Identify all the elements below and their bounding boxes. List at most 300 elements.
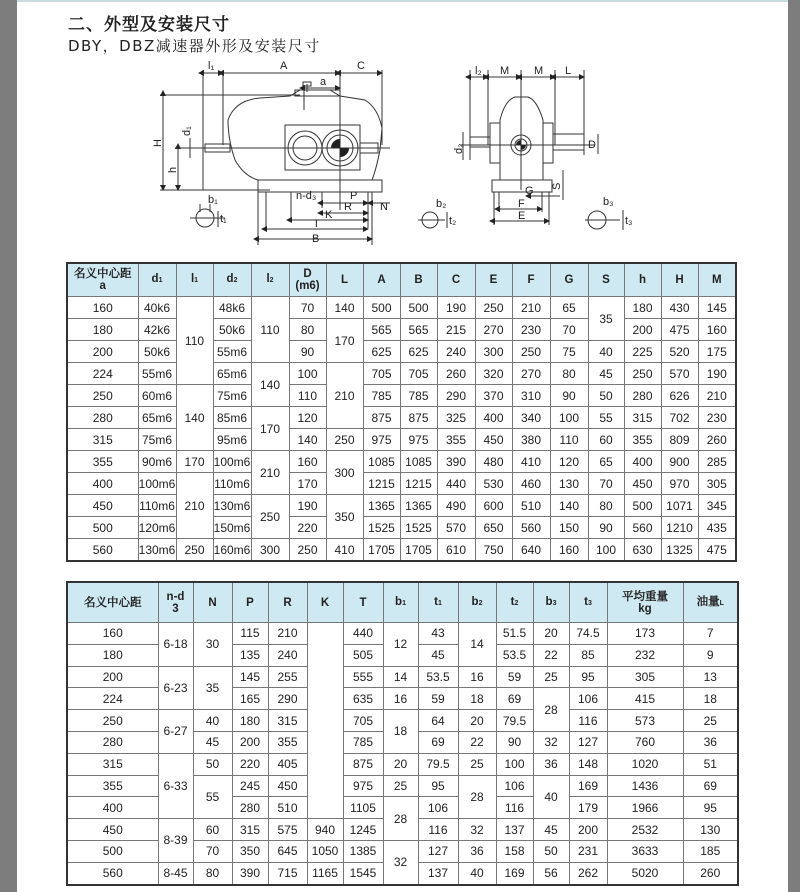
- column-header-label: D: [303, 268, 312, 280]
- table-row: [67, 495, 736, 517]
- cell-G: 70: [550, 319, 588, 341]
- cell-kg: 5020: [607, 862, 683, 884]
- column-header-sublabel: kg: [638, 602, 652, 615]
- cell-a: 500: [67, 517, 138, 539]
- cell-b3: 45: [533, 819, 569, 841]
- cell-M: 160: [698, 319, 736, 341]
- cell-P: 135: [232, 644, 268, 666]
- cell-F: 510: [512, 495, 550, 517]
- cell-T: 1545: [343, 862, 383, 884]
- column-header: [289, 263, 326, 297]
- column-header: [138, 263, 176, 297]
- cell-T: 785: [343, 731, 383, 753]
- column-header: [512, 263, 550, 297]
- cell-oil: 36: [683, 731, 738, 753]
- table-row: [67, 539, 736, 562]
- cell-d2: 110m6: [213, 473, 251, 495]
- cell-A: 1085: [363, 451, 400, 473]
- cell-a: 200: [67, 666, 158, 688]
- column-header: [307, 582, 343, 623]
- column-header-sublabel: a: [99, 280, 106, 292]
- cell-d2: 130m6: [213, 495, 251, 517]
- cell-b2: 28: [458, 775, 496, 819]
- cell-S: 50: [588, 385, 624, 407]
- column-header-sublabel: 1: [158, 277, 163, 284]
- cell-oil: 95: [683, 797, 738, 819]
- cell-t3: 169: [569, 775, 607, 797]
- cell-b3: 25: [533, 666, 569, 688]
- column-header: [550, 263, 588, 297]
- cell-b1: 25: [383, 775, 418, 797]
- cell-t1: 106: [418, 797, 458, 819]
- column-header-label: 平均重量: [622, 590, 668, 603]
- cell-kg: 1020: [607, 753, 683, 775]
- column-header: [67, 263, 138, 297]
- cell-M: 260: [698, 429, 736, 451]
- table-row: [67, 473, 736, 495]
- column-header-label: t: [434, 595, 438, 608]
- cell-t3: 95: [569, 666, 607, 688]
- cell-P: 315: [232, 819, 268, 841]
- cell-N: 45: [193, 731, 232, 753]
- cell-B: 1365: [400, 495, 437, 517]
- cell-E: 600: [475, 495, 512, 517]
- table-row: [67, 297, 736, 319]
- cell-t3: 106: [569, 688, 607, 710]
- cell-F: 230: [512, 319, 550, 341]
- cell-b3: 36: [533, 753, 569, 775]
- cell-S: 55: [588, 407, 624, 429]
- cell-C: 190: [437, 297, 475, 319]
- column-header: [698, 263, 736, 297]
- cell-t1: 127: [418, 840, 458, 862]
- cell-K: [307, 623, 343, 819]
- cell-T: 1245: [343, 819, 383, 841]
- column-header: [67, 582, 158, 623]
- cell-P: 245: [232, 775, 268, 797]
- column-header: [193, 582, 232, 623]
- cell-h: 315: [624, 407, 661, 429]
- cell-kg: 1966: [607, 797, 683, 819]
- cell-C: 215: [437, 319, 475, 341]
- cell-A: 625: [363, 341, 400, 363]
- cell-N: 60: [193, 819, 232, 841]
- cell-b2: 18: [458, 688, 496, 710]
- cell-D: 160: [289, 451, 326, 473]
- cell-L: 350: [326, 495, 363, 539]
- cell-t1: 43: [418, 623, 458, 645]
- cell-M: 175: [698, 341, 736, 363]
- dim-label-E: E: [518, 210, 526, 222]
- cell-l1: 170: [176, 451, 213, 473]
- cell-h: 225: [624, 341, 661, 363]
- cell-oil: 185: [683, 840, 738, 862]
- dim-label-H: H: [152, 139, 164, 147]
- column-header-label: 油量: [696, 595, 720, 608]
- cell-C: 610: [437, 539, 475, 562]
- cell-a: 160: [67, 623, 158, 645]
- column-header-label: L: [340, 274, 349, 286]
- dim-label-b1: b₁: [208, 194, 218, 206]
- cell-a: 160: [67, 297, 138, 319]
- cell-C: 570: [437, 517, 475, 539]
- column-header: [437, 263, 475, 297]
- front-view: [160, 70, 390, 245]
- cell-G: 130: [550, 473, 588, 495]
- cell-B: 500: [400, 297, 437, 319]
- table-row: [67, 623, 738, 645]
- cell-a: 500: [67, 840, 158, 862]
- cell-t3: 116: [569, 710, 607, 732]
- column-header-sublabel: 2: [269, 277, 274, 284]
- cell-t1: 116: [418, 819, 458, 841]
- cell-A: 1365: [363, 495, 400, 517]
- cell-oil: 9: [683, 644, 738, 666]
- column-header-sublabel: 3: [172, 602, 179, 615]
- cell-nd3: 6-27: [158, 710, 193, 754]
- column-header-label: t: [510, 595, 515, 608]
- cell-B: 975: [400, 429, 437, 451]
- cell-d2: 55m6: [213, 341, 251, 363]
- cell-E: 320: [475, 363, 512, 385]
- cell-C: 290: [437, 385, 475, 407]
- dim-label-b2: b₂: [436, 198, 447, 210]
- cell-d1: 50k6: [138, 341, 176, 363]
- table-row: [67, 451, 736, 473]
- table-header-row: [67, 263, 736, 297]
- cell-A: 875: [363, 407, 400, 429]
- cell-A: 1705: [363, 539, 400, 562]
- dim-label-M-left: M: [500, 65, 510, 77]
- cell-F: 560: [512, 517, 550, 539]
- column-header-sublabel: 1: [194, 277, 199, 284]
- cell-t1: 137: [418, 862, 458, 884]
- column-header-sublabel: 1: [402, 599, 406, 607]
- cell-a: 250: [67, 385, 138, 407]
- cell-E: 750: [475, 539, 512, 562]
- column-header-label: R: [283, 596, 292, 609]
- cell-l2: 170: [251, 407, 289, 451]
- cell-b1: 32: [383, 840, 418, 884]
- cell-M: 435: [698, 517, 736, 539]
- cell-C: 325: [437, 407, 475, 429]
- cell-a: 180: [67, 319, 138, 341]
- cell-H: 809: [661, 429, 698, 451]
- cell-d1: 65m6: [138, 407, 176, 429]
- cell-D: 110: [289, 385, 326, 407]
- cell-A: 500: [363, 297, 400, 319]
- cell-B: 625: [400, 341, 437, 363]
- cell-G: 75: [550, 341, 588, 363]
- cell-D: 190: [289, 495, 326, 517]
- cell-H: 475: [661, 319, 698, 341]
- cell-S: 60: [588, 429, 624, 451]
- cell-S: 70: [588, 473, 624, 495]
- dim-label-n-d3: n-d₃: [296, 190, 317, 202]
- cell-b3: 32: [533, 731, 569, 753]
- cell-a: 180: [67, 644, 158, 666]
- cell-M: 210: [698, 385, 736, 407]
- cell-t2: 79.5: [496, 710, 533, 732]
- column-header: [326, 263, 363, 297]
- column-header-label: t: [584, 595, 588, 608]
- cell-L: 210: [326, 363, 363, 429]
- cell-T: 440: [343, 623, 383, 645]
- reducer-dimension-drawing: [0, 0, 800, 260]
- cell-a: 560: [67, 862, 158, 884]
- cell-kg: 305: [607, 666, 683, 688]
- cell-b1: 14: [383, 666, 418, 688]
- cell-t2: 106: [496, 775, 533, 797]
- column-header-sublabel: 2: [478, 599, 483, 607]
- cell-oil: 69: [683, 775, 738, 797]
- cell-t2: 59: [496, 666, 533, 688]
- cell-C: 240: [437, 341, 475, 363]
- cell-R: 290: [268, 688, 307, 710]
- cell-a: 224: [67, 363, 138, 385]
- cell-F: 340: [512, 407, 550, 429]
- column-header-sublabel: 2: [514, 599, 519, 607]
- cell-nd3: 6-18: [158, 623, 193, 667]
- cell-l1: 140: [176, 385, 213, 451]
- cell-H: 900: [661, 451, 698, 473]
- cell-E: 250: [475, 297, 512, 319]
- dim-label-d2: d₂: [453, 143, 465, 154]
- cell-G: 110: [550, 429, 588, 451]
- cell-b2: 32: [458, 819, 496, 841]
- cell-t3: 85: [569, 644, 607, 666]
- dim-label-R: R: [344, 201, 352, 213]
- cell-a: 560: [67, 539, 138, 562]
- column-header-label: 名义中心距: [84, 596, 142, 609]
- mounting-weight-table: [66, 581, 739, 886]
- cell-H: 570: [661, 363, 698, 385]
- cell-S: 90: [588, 517, 624, 539]
- column-header: [418, 582, 458, 623]
- cell-d2: 150m6: [213, 517, 251, 539]
- table-row: [67, 517, 736, 539]
- column-header: [176, 263, 213, 297]
- cell-R: 240: [268, 644, 307, 666]
- cell-K: 940: [307, 819, 343, 841]
- cell-F: 380: [512, 429, 550, 451]
- column-header-sublabel: 1: [437, 599, 442, 607]
- column-header: [383, 582, 418, 623]
- column-header-label: h: [638, 274, 647, 286]
- cell-b2: 25: [458, 753, 496, 775]
- cell-G: 150: [550, 517, 588, 539]
- cell-D: 120: [289, 407, 326, 429]
- cell-T: 635: [343, 688, 383, 710]
- cell-S: 100: [588, 539, 624, 562]
- dim-label-a: a: [320, 76, 327, 88]
- column-header: [496, 582, 533, 623]
- cell-b3: 50: [533, 840, 569, 862]
- section-heading: 二、外型及安装尺寸: [68, 15, 230, 35]
- cell-a: 400: [67, 797, 158, 819]
- cell-t2: 116: [496, 797, 533, 819]
- cell-M: 285: [698, 451, 736, 473]
- cell-G: 100: [550, 407, 588, 429]
- cell-E: 300: [475, 341, 512, 363]
- column-header-label: K: [320, 596, 330, 609]
- cell-t3: 127: [569, 731, 607, 753]
- cell-T: 705: [343, 710, 383, 732]
- cell-H: 970: [661, 473, 698, 495]
- cell-S: 35: [588, 297, 624, 341]
- cell-L: 140: [326, 297, 363, 319]
- cell-h: 400: [624, 451, 661, 473]
- cell-T: 1385: [343, 840, 383, 862]
- table-row: [67, 319, 736, 341]
- cell-C: 390: [437, 451, 475, 473]
- cell-b2: 36: [458, 840, 496, 862]
- cell-D: 220: [289, 517, 326, 539]
- cell-R: 255: [268, 666, 307, 688]
- cell-P: 145: [232, 666, 268, 688]
- cell-a: 200: [67, 341, 138, 363]
- cell-E: 480: [475, 451, 512, 473]
- cell-t2: 158: [496, 840, 533, 862]
- cell-b2: 22: [458, 731, 496, 753]
- cell-F: 270: [512, 363, 550, 385]
- column-header: [607, 582, 683, 623]
- cell-t1: 64: [418, 710, 458, 732]
- cell-K: 1050: [307, 840, 343, 862]
- cell-G: 65: [550, 297, 588, 319]
- front-view-keyway-hatch: [331, 139, 349, 157]
- column-header-label: d: [151, 273, 159, 285]
- dim-label-A: A: [280, 60, 288, 72]
- table-row: [67, 407, 736, 429]
- cell-h: 450: [624, 473, 661, 495]
- column-header-sublabel: 3: [552, 599, 557, 607]
- cell-t2: 137: [496, 819, 533, 841]
- cell-t1: 95: [418, 775, 458, 797]
- column-header-label: b: [471, 595, 479, 608]
- cell-K: 1165: [307, 862, 343, 884]
- cell-d2: 50k6: [213, 319, 251, 341]
- cell-A: 705: [363, 363, 400, 385]
- column-header: [569, 582, 607, 623]
- cell-P: 180: [232, 710, 268, 732]
- cell-l1: 110: [176, 297, 213, 385]
- cell-H: 1210: [661, 517, 698, 539]
- cell-l2: 140: [251, 363, 289, 407]
- dim-label-N: N: [380, 201, 388, 213]
- cell-F: 310: [512, 385, 550, 407]
- dim-label-K: K: [325, 209, 333, 221]
- table-row: [67, 429, 736, 451]
- cell-oil: 18: [683, 688, 738, 710]
- cell-L: 250: [326, 429, 363, 451]
- dim-label-t1: t₁: [220, 213, 227, 225]
- column-header: [588, 263, 624, 297]
- cell-h: 500: [624, 495, 661, 517]
- cell-a: 250: [67, 710, 158, 732]
- cell-d2: 65m6: [213, 363, 251, 385]
- cell-F: 250: [512, 341, 550, 363]
- cell-E: 370: [475, 385, 512, 407]
- column-header-label: 名义中心距: [74, 268, 132, 280]
- cell-l2: 210: [251, 451, 289, 495]
- cell-N: 35: [193, 666, 232, 710]
- cell-R: 355: [268, 731, 307, 753]
- cell-oil: 51: [683, 753, 738, 775]
- dim-label-l1: l₁: [208, 60, 215, 72]
- cell-t3: 231: [569, 840, 607, 862]
- dim-label-G: G: [525, 185, 534, 197]
- cell-R: 715: [268, 862, 307, 884]
- cell-t1: 79.5: [418, 753, 458, 775]
- cell-D: 70: [289, 297, 326, 319]
- cell-H: 520: [661, 341, 698, 363]
- dim-label-C: C: [357, 60, 365, 72]
- cell-R: 315: [268, 710, 307, 732]
- cell-kg: 2532: [607, 819, 683, 841]
- column-header-label: l: [190, 273, 195, 285]
- cell-T: 555: [343, 666, 383, 688]
- column-header: [213, 263, 251, 297]
- cell-a: 280: [67, 407, 138, 429]
- cell-B: 1215: [400, 473, 437, 495]
- cell-P: 220: [232, 753, 268, 775]
- cell-a: 450: [67, 495, 138, 517]
- column-header-sublabel: 3: [587, 599, 592, 607]
- cell-d2: 160m6: [213, 539, 251, 562]
- cell-A: 785: [363, 385, 400, 407]
- column-header: [458, 582, 496, 623]
- cell-h: 355: [624, 429, 661, 451]
- cell-d1: 42k6: [138, 319, 176, 341]
- cell-d2: 85m6: [213, 407, 251, 429]
- dim-label-D: D: [588, 139, 596, 151]
- column-header-label: b: [545, 595, 553, 608]
- cell-d1: 120m6: [138, 517, 176, 539]
- cell-F: 210: [512, 297, 550, 319]
- cell-t1: 53.5: [418, 666, 458, 688]
- cell-kg: 573: [607, 710, 683, 732]
- cell-D: 250: [289, 539, 326, 562]
- cell-t2: 69: [496, 688, 533, 710]
- cell-A: 1525: [363, 517, 400, 539]
- cell-kg: 415: [607, 688, 683, 710]
- cell-M: 230: [698, 407, 736, 429]
- cell-B: 705: [400, 363, 437, 385]
- dim-label-B: B: [312, 233, 320, 245]
- cell-d1: 110m6: [138, 495, 176, 517]
- cell-P: 115: [232, 623, 268, 645]
- cell-F: 460: [512, 473, 550, 495]
- cell-t3: 200: [569, 819, 607, 841]
- cell-D: 140: [289, 429, 326, 451]
- column-header-sublabel: L: [719, 599, 724, 607]
- column-header-label: d: [226, 273, 234, 285]
- cell-t2: 90: [496, 731, 533, 753]
- cell-E: 400: [475, 407, 512, 429]
- column-header-label: C: [451, 274, 461, 286]
- cell-t3: 148: [569, 753, 607, 775]
- section-subheading: DBY，DBZ减速器外形及安装尺寸: [68, 37, 321, 55]
- cell-d1: 75m6: [138, 429, 176, 451]
- cell-P: 350: [232, 840, 268, 862]
- cell-L: 170: [326, 319, 363, 363]
- cell-G: 90: [550, 385, 588, 407]
- cell-d1: 90m6: [138, 451, 176, 473]
- cell-R: 450: [268, 775, 307, 797]
- cell-kg: 232: [607, 644, 683, 666]
- cell-a: 355: [67, 451, 138, 473]
